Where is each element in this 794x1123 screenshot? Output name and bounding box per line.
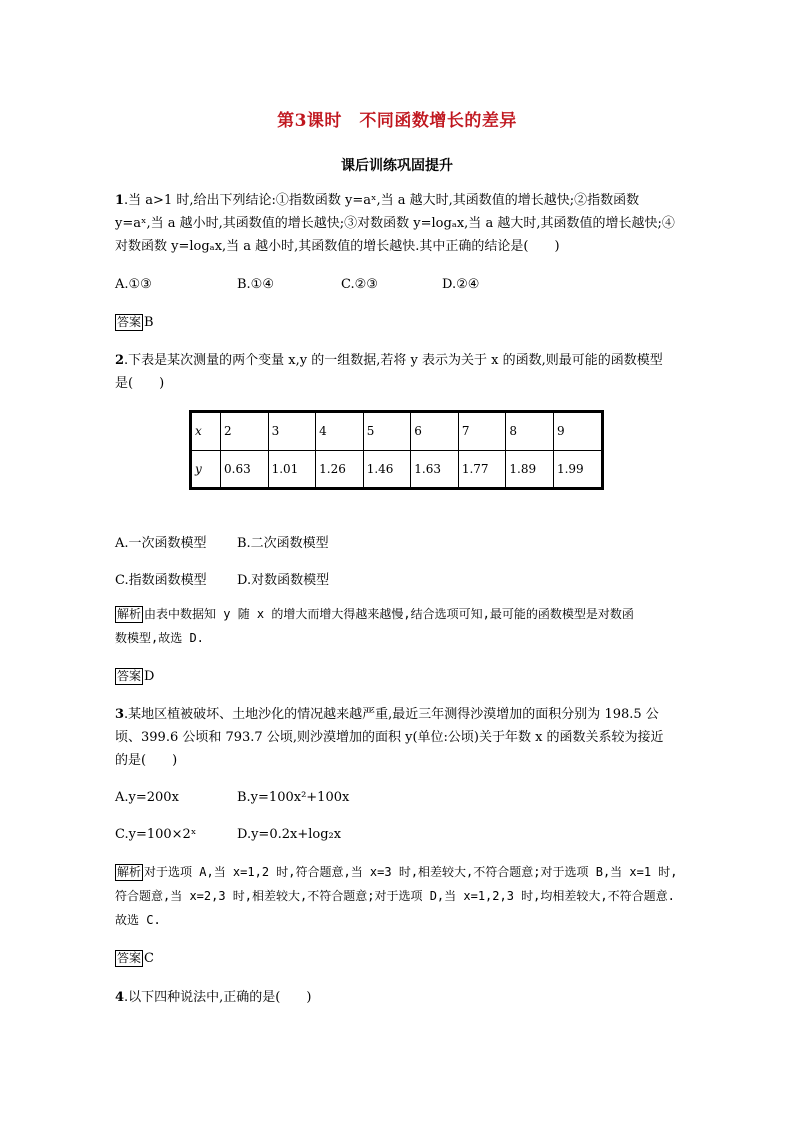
explain-tag: 解析 [117, 865, 142, 879]
table-header-y: y [191, 450, 221, 489]
option-a: A.①③ [115, 277, 152, 292]
question-2-line-2: 是( ) [115, 376, 165, 391]
question-2-explanation: 解析 由表中数据知 y 随 x 的增大而增大得越来越慢,结合选项可知,最可能的函数模型是对数函 数模型,故选 D. [115, 607, 634, 645]
option-c: C.②③ [341, 277, 378, 292]
table-cell: 5 [363, 412, 411, 451]
table-cell: 4 [316, 412, 364, 451]
table-cell: 1.89 [506, 450, 554, 489]
option-a: A.一次函数模型 [115, 536, 207, 551]
explain-tag: 解析 [117, 607, 142, 621]
table-cell: 9 [553, 412, 602, 451]
table-row-y [191, 450, 603, 489]
option-a: A.y=200x [115, 790, 179, 805]
table-cell: 0.63 [221, 450, 269, 489]
answer-value: B [144, 315, 154, 330]
answer-tag: 答案 [117, 951, 142, 965]
option-d: D.对数函数模型 [237, 573, 330, 588]
question-4-line-1: 4.以下四种说法中,正确的是( ) [115, 990, 312, 1005]
table-cell: 2 [221, 412, 269, 451]
table-row-x [191, 412, 603, 451]
question-3-explanation: 解析 对于选项 A,当 x=1,2 时,符合题意,当 x=3 时,相差较大,不符合题意;对于选项 B,当 x=1 时, 符合题意,当 x=2,3 时,相差较大,不符合题意;对于选项 D,当 x=1,2,3 时,均相差较大,不符合题意. 故选 C. [115, 865, 678, 927]
table-cell: 3 [268, 412, 316, 451]
table-cell: 6 [411, 412, 459, 451]
answer-tag: 答案 [117, 669, 142, 683]
option-d: D.y=0.2x+log₂x [237, 827, 342, 842]
question-1-answer [115, 314, 154, 331]
question-1-line-3: 对数函数 y=logₐx,当 a 越小时,其函数值的增长越快.其中正确的结论是( ) [115, 239, 560, 254]
section-subtitle: 课后训练巩固提升 [341, 158, 453, 174]
data-table [189, 410, 604, 490]
question-2-answer [115, 668, 154, 685]
option-c: C.指数函数模型 [115, 573, 207, 588]
table-header-x: x [191, 412, 221, 451]
table-cell: 7 [458, 412, 506, 451]
question-4 [115, 986, 681, 1009]
answer-value: D [144, 669, 155, 684]
question-1-line-1: 1.当 a>1 时,给出下列结论:①指数函数 y=aˣ,当 a 越大时,其函数值的增长越快;②指数函数 [115, 193, 640, 208]
question-2-line-1: 2.下表是某次测量的两个变量 x,y 的一组数据,若将 y 表示为关于 x 的函数,则最可能的函数模型 [115, 353, 663, 368]
page-title: 第3课时 不同函数增长的差异 [277, 111, 517, 131]
answer-value: C [144, 951, 154, 966]
question-1-line-2: y=aˣ,当 a 越小时,其函数值的增长越快;③对数函数 y=logₐx,当 a 越大时,其函数值的增长越快;④ [115, 216, 675, 231]
option-b: B.y=100x²+100x [237, 790, 350, 805]
question-3-line-1: 3.某地区植被破坏、土地沙化的情况越来越严重,最近三年测得沙漠增加的面积分别为 198.5 公 [115, 707, 659, 722]
table-cell: 1.77 [458, 450, 506, 489]
question-3-answer [115, 950, 154, 967]
question-3-line-2: 顷、399.6 公顷和 793.7 公顷,则沙漠增加的面积 y(单位:公顷)关于年数 x 的函数关系较为接近 [115, 730, 664, 745]
table-cell: 1.01 [268, 450, 316, 489]
option-d: D.②④ [442, 277, 480, 292]
option-b: B.①④ [237, 277, 274, 292]
table-cell: 1.46 [363, 450, 411, 489]
table-cell: 8 [506, 412, 554, 451]
table-cell: 1.63 [411, 450, 459, 489]
answer-tag: 答案 [117, 315, 142, 329]
question-3 [115, 703, 681, 772]
option-b: B.二次函数模型 [237, 536, 329, 551]
question-3-line-3: 的是( ) [115, 753, 178, 768]
question-2 [115, 349, 681, 395]
table-cell: 1.26 [316, 450, 364, 489]
question-1 [115, 189, 681, 258]
option-c: C.y=100×2ˣ [115, 827, 197, 842]
table-cell: 1.99 [553, 450, 602, 489]
